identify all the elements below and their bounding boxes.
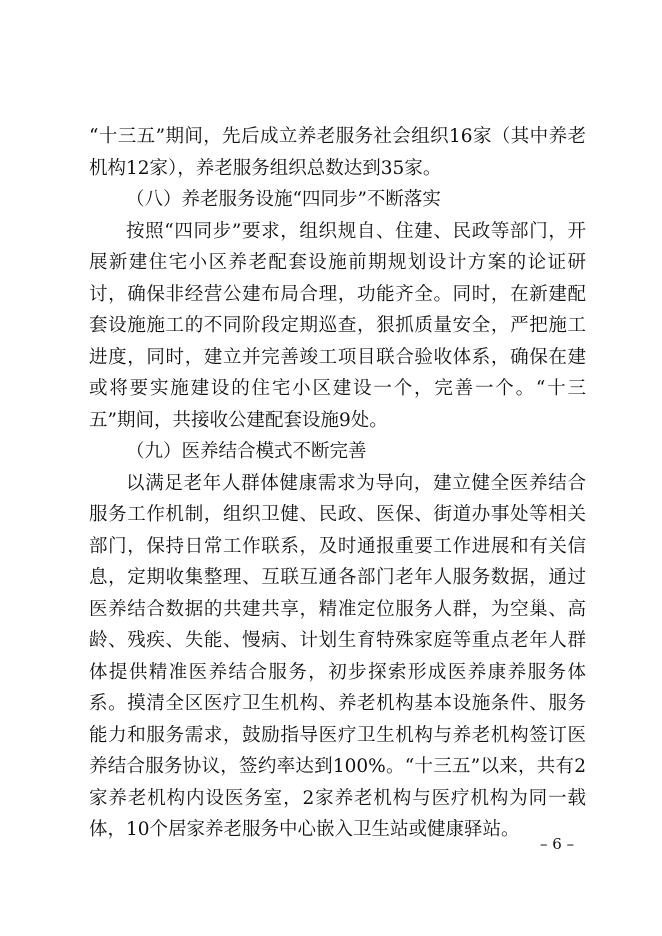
paragraph-intro-continuation: “十三五”期间，先后成立养老服务社会组织16家（其中养老机构12家），养老服务组织总数达到35家。 — [89, 126, 586, 179]
paragraph-four-sync: 按照“四同步”要求，组织规自、住建、民政等部门，开展新建住宅小区养老配套设施前期规划设计方案的论证研讨，确保非经营公建布局合理，功能齐全。同时，在新建配套设施施工的不同阶段定期巡查，狠抓质量安全，严把施工进度，同时，建立并完善竣工项目联合验收体系，确保在建或将要实施建设的住宅小区建设一个，完善一个。“十三五”期间，共接收公建配套设施9处。 — [89, 220, 586, 431]
paragraph-medical-care: 以满足老年人群体健康需求为导向，建立健全医养结合服务工作机制，组织卫健、民政、医保、街道办事处等相关部门，保持日常工作联系，及时通报重要工作进展和有关信息，定期收集整理、互联互通各部门老年人服务数据，通过医养结合数据的共建共享，精准定位服务人群，为空巢、高龄、残疾、失能、慢病、计划生育特殊家庭等重点老年人群体提供精准医养结合服务，初步探索形成医养康养服务体系。摸清全区医疗卫生机构、养老机构基本设施条件、服务能力和服务需求，鼓励指导医疗卫生机构与养老机构签订医养结合服务协议，签约率达到100%。“十三五”以来，共有2家养老机构内设医务室，2家养老机构与医疗机构为同一载体，10个居家养老服务中心嵌入卫生站或健康驿站。 — [89, 472, 586, 840]
section-heading-eight: （八）养老服务设施“四同步”不断落实 — [126, 189, 441, 210]
section-heading-nine: （九）医养结合模式不断完善 — [126, 441, 367, 462]
document-page — [89, 121, 586, 846]
page-number: – 6 – — [540, 835, 575, 853]
